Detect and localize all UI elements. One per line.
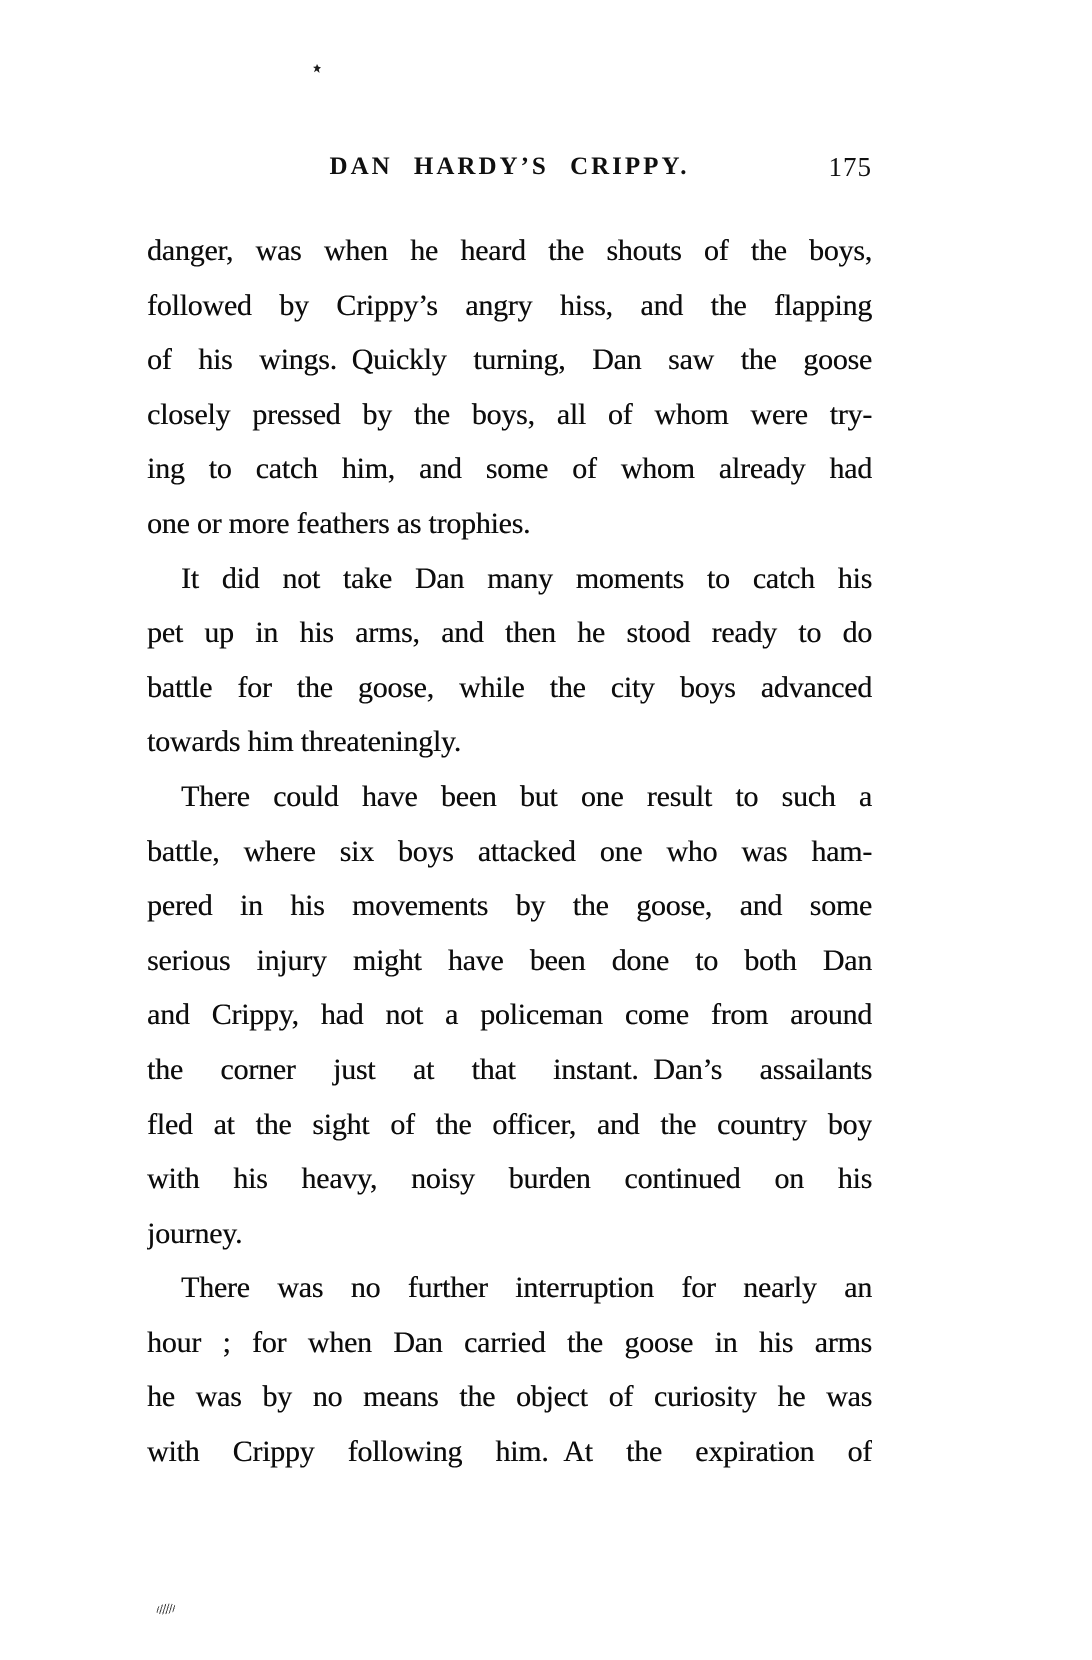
ink-speck-top bbox=[313, 64, 321, 73]
text-line: of his wings. Quickly turning, Dan saw the goose bbox=[147, 343, 872, 377]
page-number: 175 bbox=[828, 152, 872, 182]
text-line: ing to catch him, and some of whom already had bbox=[147, 452, 872, 486]
running-header-title: DAN HARDY’S CRIPPY. bbox=[329, 153, 690, 180]
text-line: danger, was when he heard the shouts of the boys, bbox=[147, 234, 872, 267]
text-line: followed by Crippy’s angry hiss, and the flapping bbox=[147, 288, 872, 322]
text-line: There could have been but one result to such a bbox=[181, 779, 872, 813]
text-line: It did not take Dan many moments to catch his bbox=[181, 561, 872, 595]
text-line: the corner just at that instant. Dan’s assailants bbox=[147, 1052, 872, 1086]
body-text bbox=[147, 224, 872, 1480]
text-line: towards him threateningly. bbox=[147, 725, 461, 759]
text-line: pered in his movements by the goose, and some bbox=[147, 889, 872, 923]
text-line: battle for the goose, while the city boys advanced bbox=[147, 670, 872, 704]
text-line: and Crippy, had not a policeman come from around bbox=[147, 998, 872, 1032]
text-line: with Crippy following him. At the expiration of bbox=[147, 1435, 872, 1469]
text-line: with his heavy, noisy burden continued on his bbox=[147, 1162, 872, 1196]
text-line: serious injury might have been done to both Dan bbox=[147, 943, 872, 977]
text-line: There was no further interruption for nearly an bbox=[181, 1271, 872, 1305]
ink-smudge-bottom bbox=[155, 1603, 176, 1616]
text-line: fled at the sight of the officer, and the country boy bbox=[147, 1107, 872, 1141]
text-line: pet up in his arms, and then he stood ready to do bbox=[147, 616, 872, 650]
text-line: battle, where six boys attacked one who was ham- bbox=[147, 834, 872, 868]
text-line: journey. bbox=[147, 1216, 243, 1250]
text-line: one or more feathers as trophies. bbox=[147, 506, 531, 540]
running-header-row bbox=[147, 150, 872, 184]
text-line: closely pressed by the boys, all of whom were try- bbox=[147, 397, 872, 431]
text-line: he was by no means the object of curiosity he was bbox=[147, 1380, 872, 1414]
text-line: hour ; for when Dan carried the goose in his arms bbox=[147, 1325, 872, 1359]
